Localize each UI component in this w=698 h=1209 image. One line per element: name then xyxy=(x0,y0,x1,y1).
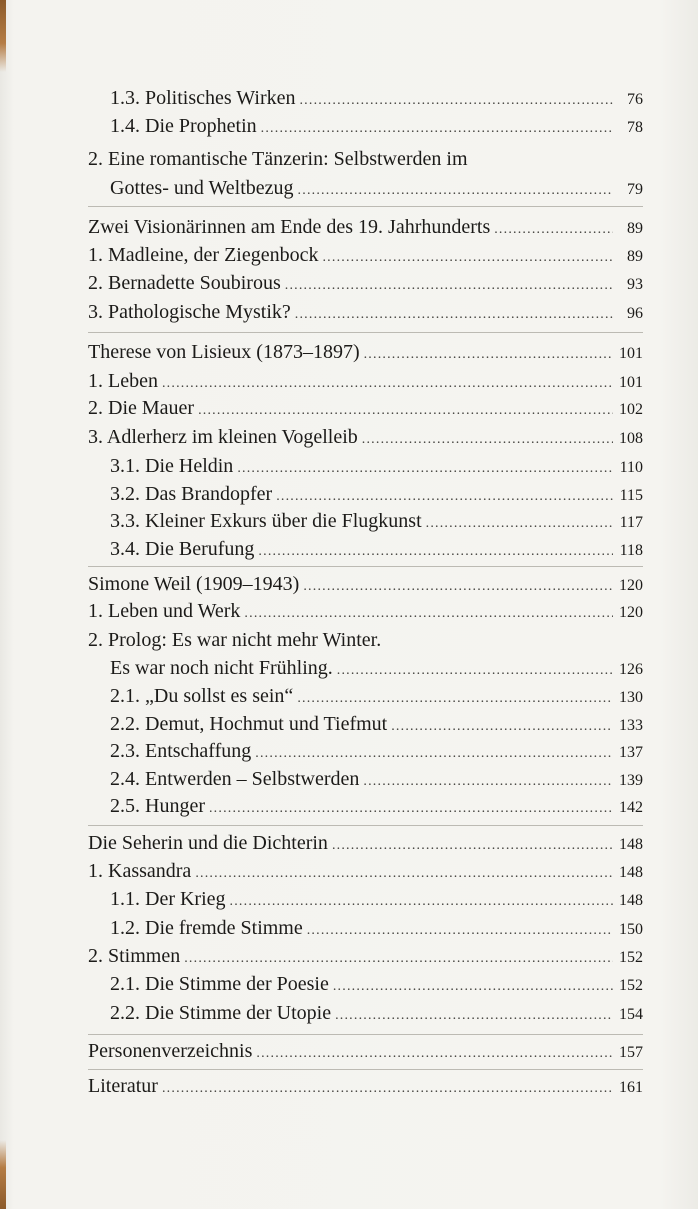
toc-entry-page: 96 xyxy=(627,305,643,322)
toc-entry-page: 89 xyxy=(627,248,643,265)
toc-entry-page: 108 xyxy=(619,430,643,447)
toc-entry-title: Gottes- und Weltbezug xyxy=(110,177,294,199)
toc-entry-title: 1.1. Der Krieg xyxy=(110,888,226,910)
toc-entry-title: 1.3. Politisches Wirken xyxy=(110,87,296,109)
toc-entry-title: 3. Adlerherz im kleinen Vogelleib xyxy=(88,426,358,448)
toc-entry xyxy=(88,596,643,626)
toc-entry-title: 2. Prolog: Es war nicht mehr Winter. xyxy=(88,629,382,651)
toc-entry xyxy=(110,791,643,821)
toc-entry-page: 102 xyxy=(619,401,643,418)
toc-entry-title: 3.3. Kleiner Exkurs über die Flugkunst xyxy=(110,510,422,532)
toc-entry-page: 118 xyxy=(619,542,643,559)
toc-entry xyxy=(88,240,643,270)
toc-entry-title: 2.3. Entschaffung xyxy=(110,740,252,762)
dot-leader xyxy=(256,1039,613,1069)
dot-leader xyxy=(261,114,613,144)
toc-chapter xyxy=(88,828,643,858)
toc-entry-title: 2. Stimmen xyxy=(88,945,181,967)
dot-leader xyxy=(258,537,613,567)
toc-entry xyxy=(110,681,643,711)
toc-entry-title: 2.1. „Du sollst es sein“ xyxy=(110,685,294,707)
toc-entry-page: 101 xyxy=(619,374,643,391)
toc-entry-title: 2.4. Entwerden – Selbstwerden xyxy=(110,768,360,790)
toc-entry-title: 3.4. Die Berufung xyxy=(110,538,255,560)
toc-entry-page: 120 xyxy=(619,604,643,621)
toc-entry-page: 161 xyxy=(619,1079,643,1096)
toc-chapter xyxy=(88,569,643,599)
toc-entry xyxy=(88,625,643,655)
toc-entry xyxy=(88,393,643,423)
toc-entry-page: 152 xyxy=(619,949,643,966)
section-divider xyxy=(88,332,643,333)
toc-entry-title: Therese von Lisieux (1873–1897) xyxy=(88,341,360,363)
dot-leader xyxy=(298,176,613,206)
toc-entry xyxy=(110,998,643,1028)
toc-entry-title: Personenverzeichnis xyxy=(88,1040,253,1062)
toc-entry xyxy=(110,451,643,481)
toc-entry-continuation xyxy=(110,173,643,203)
toc-entry-page: 152 xyxy=(619,977,643,994)
toc-entry-title: 3. Pathologische Mystik? xyxy=(88,301,291,323)
toc-entry-page: 79 xyxy=(627,181,643,198)
toc-chapter xyxy=(88,1036,643,1066)
toc-entry-title: 1. Leben und Werk xyxy=(88,600,241,622)
section-divider xyxy=(88,206,643,207)
toc-entry xyxy=(110,534,643,564)
toc-entry-page: 148 xyxy=(619,892,643,909)
toc-entry xyxy=(88,268,643,298)
toc-entry xyxy=(110,913,643,943)
toc-entry xyxy=(110,709,643,739)
toc-entry-page: 150 xyxy=(619,921,643,938)
dot-leader xyxy=(335,1001,613,1031)
toc-entry-title: Es war noch nicht Frühling. xyxy=(110,657,333,679)
toc-entry-page: 126 xyxy=(619,661,643,678)
toc-entry-title: Literatur xyxy=(88,1075,158,1097)
toc-entry xyxy=(88,144,643,174)
toc-entry-page: 154 xyxy=(619,1006,643,1023)
toc-entry-title: Die Seherin und die Dichterin xyxy=(88,832,328,854)
toc-entry-page: 115 xyxy=(619,487,643,504)
dot-leader xyxy=(295,300,613,330)
toc-entry-title: 1.4. Die Prophetin xyxy=(110,115,257,137)
toc-entry-continuation xyxy=(110,653,643,683)
toc-entry-page: 142 xyxy=(619,799,643,816)
toc-entry-title: 2. Die Mauer xyxy=(88,397,195,419)
toc-entry-page: 157 xyxy=(619,1044,643,1061)
toc-chapter xyxy=(88,1071,643,1101)
section-divider xyxy=(88,1034,643,1035)
toc-entry xyxy=(110,884,643,914)
toc-entry-title: 2.2. Die Stimme der Utopie xyxy=(110,1002,332,1024)
toc-entry xyxy=(110,736,643,766)
toc-entry-page: 120 xyxy=(619,577,643,594)
toc-entry xyxy=(88,941,643,971)
toc-entry-title: 1. Kassandra xyxy=(88,860,192,882)
toc-entry-title: 1. Leben xyxy=(88,370,158,392)
toc-entry-title: 2. Eine romantische Tänzerin: Selbstwerden im xyxy=(88,148,468,170)
toc-entry-page: 137 xyxy=(619,744,643,761)
toc-entry-title: 2.2. Demut, Hochmut und Tiefmut xyxy=(110,713,388,735)
toc-entry xyxy=(88,366,643,396)
toc-entry-page: 148 xyxy=(619,836,643,853)
section-divider xyxy=(88,566,643,567)
toc-entry xyxy=(110,111,643,141)
toc-entry-title: 2.5. Hunger xyxy=(110,795,205,817)
dot-leader xyxy=(162,1074,613,1104)
toc-chapter xyxy=(88,212,643,242)
toc-entry-page: 148 xyxy=(619,864,643,881)
toc-entry xyxy=(110,764,643,794)
toc-entry xyxy=(88,856,643,886)
toc-entry-page: 101 xyxy=(619,345,643,362)
toc-entry-page: 130 xyxy=(619,689,643,706)
toc-entry xyxy=(110,506,643,536)
toc-entry-page: 78 xyxy=(627,119,643,136)
toc-entry xyxy=(110,969,643,999)
toc-entry-page: 117 xyxy=(619,514,643,531)
toc-entry-title: 3.1. Die Heldin xyxy=(110,455,234,477)
toc-entry xyxy=(110,479,643,509)
toc-entry-page: 133 xyxy=(619,717,643,734)
toc-chapter xyxy=(88,337,643,367)
toc-entry-page: 89 xyxy=(627,220,643,237)
toc-entry-page: 93 xyxy=(627,276,643,293)
section-divider xyxy=(88,825,643,826)
toc-entry-title: 3.2. Das Brandopfer xyxy=(110,483,273,505)
toc-entry xyxy=(88,297,643,327)
dot-leader xyxy=(209,794,613,824)
toc-entry-title: 2. Bernadette Soubirous xyxy=(88,272,281,294)
section-divider xyxy=(88,1069,643,1070)
toc-entry-title: Simone Weil (1909–1943) xyxy=(88,573,300,595)
toc-entry-page: 110 xyxy=(619,459,643,476)
toc-entry xyxy=(88,422,643,452)
toc-entry-title: Zwei Visionärinnen am Ende des 19. Jahrhunderts xyxy=(88,216,491,238)
toc-entry-title: 1. Madleine, der Ziegenbock xyxy=(88,244,319,266)
toc-entry-title: 1.2. Die fremde Stimme xyxy=(110,917,303,939)
toc-entry-page: 76 xyxy=(627,91,643,108)
toc-entry-page: 139 xyxy=(619,772,643,789)
toc-entry xyxy=(110,83,643,113)
toc-entry-title: 2.1. Die Stimme der Poesie xyxy=(110,973,329,995)
